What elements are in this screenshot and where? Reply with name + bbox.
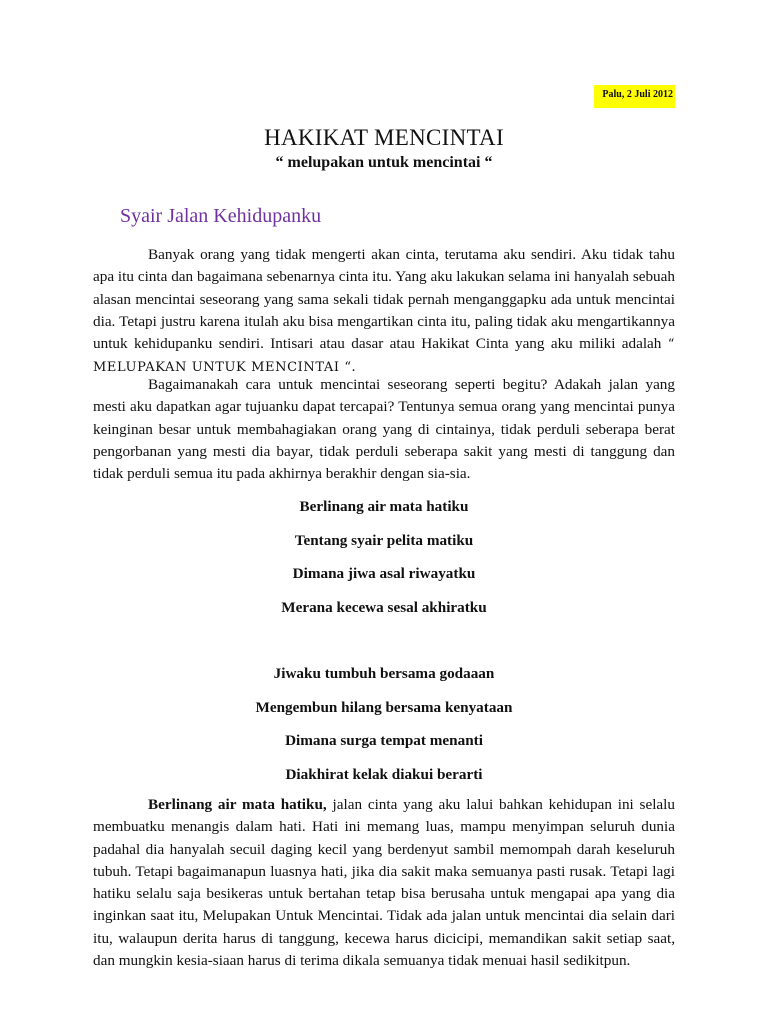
paragraph-3-lead: Berlinang air mata hatiku, [148,796,327,813]
verse-line: Merana kecewa sesal akhiratku [281,599,487,616]
paragraph-2 [93,374,675,485]
paragraph-1-quote: “ MELUPAKAN UNTUK MENCINTAI “ [93,337,675,376]
paragraph-1-end: . [351,358,356,376]
verse-line: Tentang syair pelita matiku [294,532,474,549]
section-heading: Syair Jalan Kehidupanku [120,205,322,227]
document-title: HAKIKAT MENCINTAI [264,125,504,150]
verse-line: Jiwaku tumbuh bersama godaaan [273,665,495,682]
paragraph-1-text: Banyak orang yang tidak mengerti akan cinta, terutama aku sendiri. Aku tidak tahu apa itu cinta dan bagaimana sebenarnya cinta itu. Yang aku lakukan selama ini hanyalah sebuah alasan mencintai seseorang yang sama sekali tidak pernah menganggapku ada untuk mencintai dia. Tetapi justru karena itulah aku bisa mengartikan cinta itu, paling tidak aku mengartikannya untuk kehidupanku sendiri. Intisari atau dasar atau Hakikat Cinta yang aku miliki adalah [93,246,675,353]
verse-line: Dimana jiwa asal riwayatku [292,565,476,582]
verse-line: Berlinang air mata hatiku [299,498,469,515]
paragraph-2-text: Bagaimanakah cara untuk mencintai seseorang seperti begitu? Adakah jalan yang mesti aku dapatkan agar tujuanku dapat tercapai? Tentunya semua orang yang mencintai punya keinginan besar untuk membahagiakan orang yang di cintainya, tidak perduli seberapa berat pengorbanan yang mesti dia bayar, tidak perduli seberapa sakit yang mesti di tanggung dan tidak perduli semua itu pada akhirnya berakhir dengan sia-sia. [93,376,675,483]
date-label-wrapper [594,84,675,108]
paragraph-3-text: jalan cinta yang aku lalui bahkan kehidupan ini selalu membuatku menangis dalam hati. Hati ini memang luas, mampu menyimpan seluruh dunia padahal dia hanyalah secuil daging kecil yang berdenyut sambil memompah darah keseluruh tubuh. Tetapi bagaimanapun luasnya hati, jika dia sakit maka semuanya pasti rusak. Tetapi lagi hatiku selalu saja besikeras untuk bertahan tetap bisa berusaha untuk mengapai apa yang dia inginkan saat itu, Melupakan Untuk Mencintai. Tidak ada jalan untuk mencintai dia selain dari itu, walaupun derita harus di tanggung, kecewa harus dicicipi, memandikan sakit setiap saat, dan mungkin kesia-siaan harus di terima dikala semuanya tidak menuai hasil sedikitpun. [93,796,675,970]
date-label: Palu, 2 Juli 2012 [594,85,675,108]
paragraph-1 [93,244,675,380]
paragraph-3 [93,794,675,972]
verse-line: Diakhirat kelak diakui berarti [285,766,483,783]
document-subtitle: “ melupakan untuk mencintai “ [275,154,493,171]
verse-line: Mengembun hilang bersama kenyataan [255,699,513,716]
verse-line: Dimana surga tempat menanti [285,732,483,749]
